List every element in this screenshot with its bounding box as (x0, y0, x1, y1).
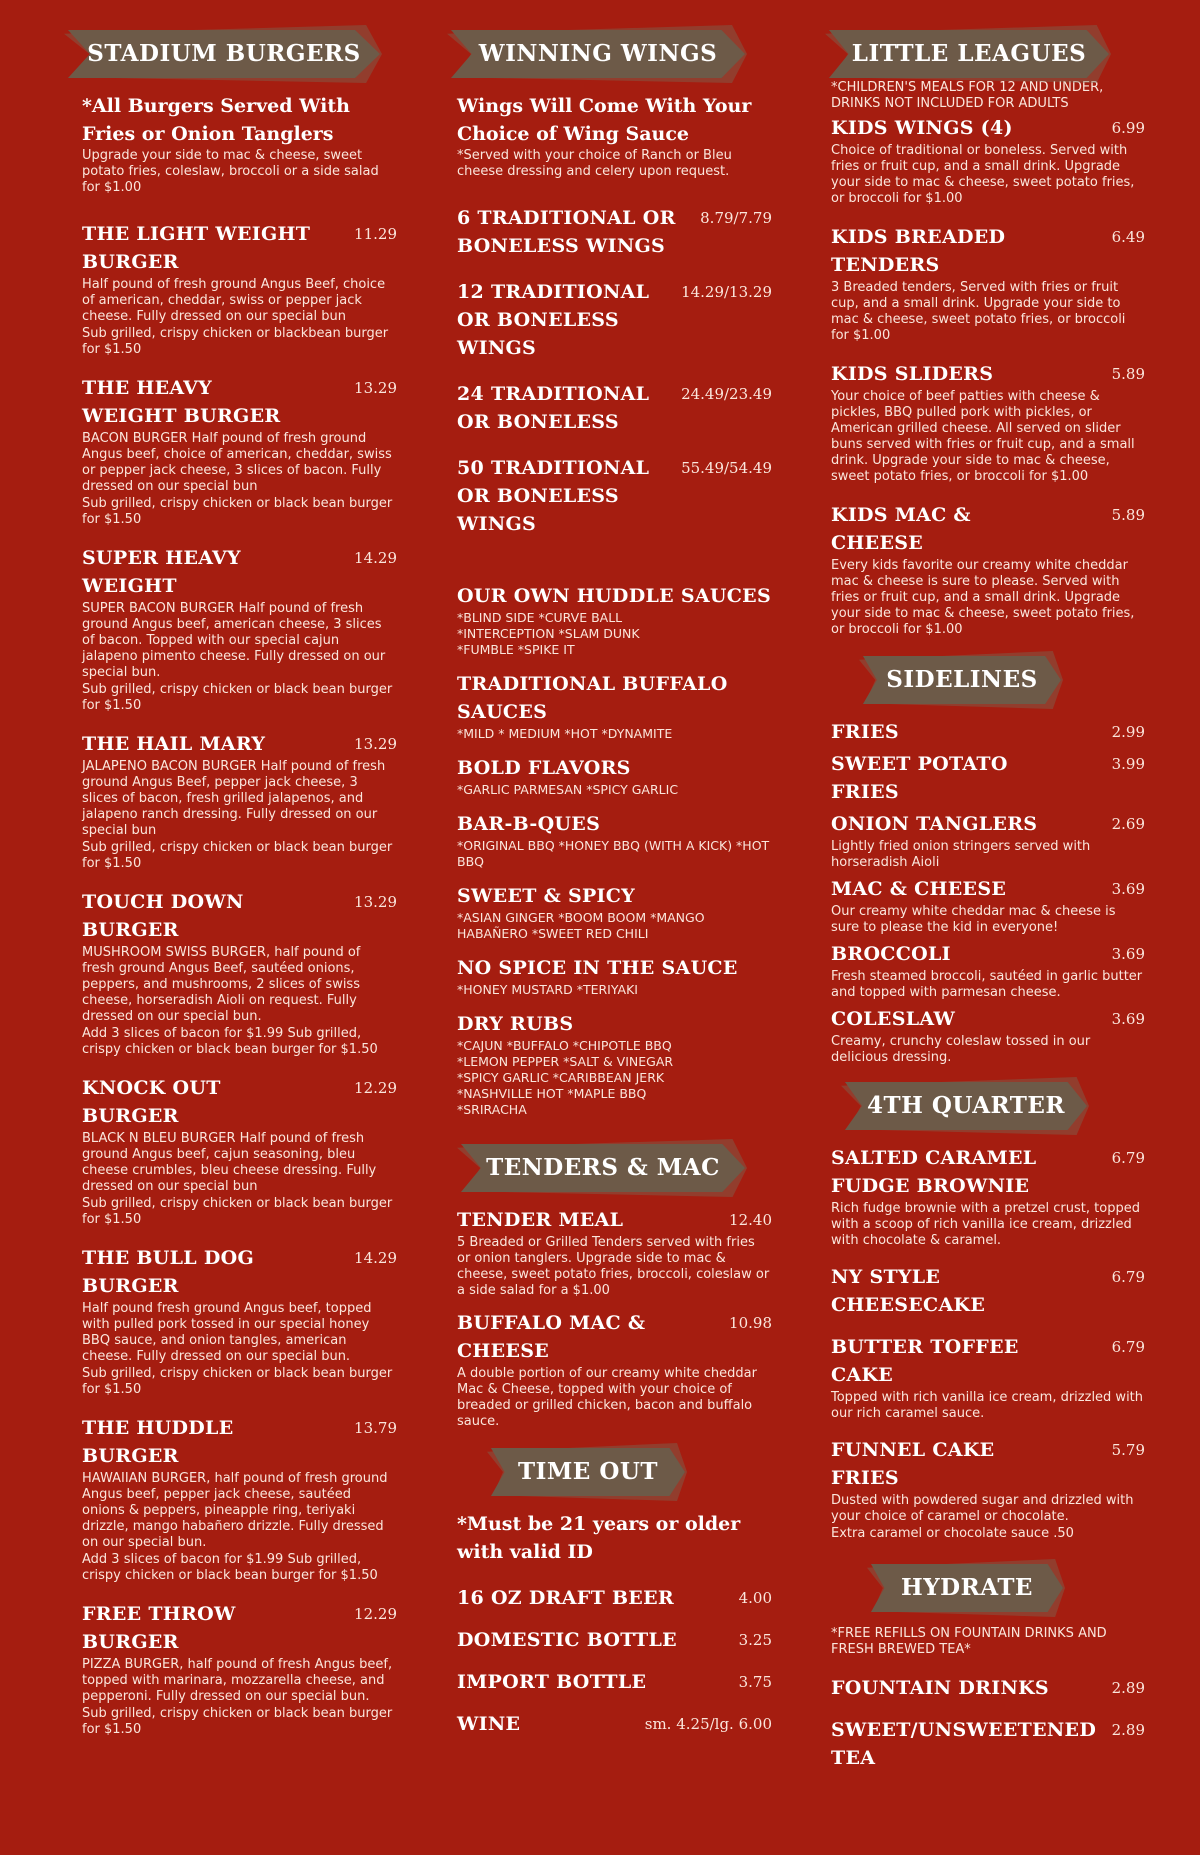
menu-item-price: 4.00 (738, 1589, 772, 1607)
menu-item-name: KNOCK OUT BURGER (82, 1077, 221, 1127)
column-burgers (82, 0, 397, 1738)
menu-item-row (831, 1436, 1145, 1492)
wing-list (457, 204, 772, 538)
menu-item-description: Add 3 slices of bacon for $1.99 Sub grilled, crispy chicken or black bean burger for $1.50 (82, 1552, 378, 1583)
menu-item-name: KIDS BREADED TENDERS (831, 226, 1006, 276)
sauce-options: *ASIAN GINGER *BOOM BOOM *MANGO HABAÑERO *SWEET RED CHILI (457, 910, 705, 941)
menu-item (457, 1626, 772, 1654)
menu-item-name: BROCCOLI (831, 943, 951, 965)
menu-item-row (457, 1668, 772, 1696)
section-title: STADIUM BURGERS (87, 40, 361, 67)
menu-item-name: FREE THROW BURGER (82, 1603, 236, 1653)
menu-item (82, 888, 397, 1058)
menu-item-row (82, 220, 397, 276)
menu-item-name: THE HEAVY WEIGHT BURGER (82, 377, 281, 427)
menu-item-price: 14.29 (354, 1249, 397, 1267)
menu-item (82, 730, 397, 872)
menu-item-price: 5.89 (1111, 506, 1145, 524)
sauce-options: *SPICY GARLIC *CARIBBEAN JERK (457, 1070, 665, 1085)
menu-item-name: MAC & CHEESE (831, 878, 1007, 900)
menu-item-description: Your choice of beef patties with cheese & pickles, BBQ pulled pork with pickles, or American grilled cheese. All served on slider buns served with fries or fruit cup, and a small drink. Upgrade your side to mac & cheese, sweet potato fries, or broccoli for $1.00 (831, 389, 1135, 484)
menu-item-description: Sub grilled, crispy chicken or black bean burger for $1.50 (82, 1196, 393, 1227)
menu-item-description: Sub grilled, crispy chicken or black bean burger for $1.50 (82, 1706, 393, 1737)
menu-item-name: KIDS SLIDERS (831, 363, 994, 385)
sauce-group (457, 1010, 772, 1118)
section-banner-4th-quarter (841, 1082, 1145, 1130)
menu-item-description: Half pound fresh ground Angus beef, topped with pulled pork tossed in our special honey BBQ sauce, and onion tangles, american cheese. Fully dressed on our special bun. (82, 1301, 372, 1364)
menu-item (82, 1600, 397, 1738)
menu-item-row (82, 1244, 397, 1300)
menu-item-row (82, 544, 397, 600)
menu-item-row (831, 875, 1145, 903)
menu-item-price: 3.99 (1111, 755, 1145, 773)
section-title: LITTLE LEAGUES (851, 40, 1087, 67)
menu-item-price: 6.79 (1111, 1338, 1145, 1356)
menu-item (831, 501, 1145, 638)
menu-item-price: 13.79 (354, 1419, 397, 1437)
menu-item-row (831, 718, 1145, 746)
menu-item (831, 360, 1145, 485)
menu-item-description: Topped with rich vanilla ice cream, drizzled with our rich caramel sauce. (831, 1390, 1144, 1421)
menu-item (831, 1436, 1145, 1542)
menu-item-row (457, 204, 772, 260)
menu-item-description: A double portion of our creamy white cheddar Mac & Cheese, topped with your choice of breaded or grilled chicken, bacon and buffalo sauce. (457, 1366, 757, 1429)
menu-item-row (831, 810, 1145, 838)
menu-item (831, 875, 1145, 936)
sauce-options: *BLIND SIDE *CURVE BALL (457, 610, 623, 625)
menu-item-row (457, 1710, 772, 1738)
little-leagues-note: *CHILDREN'S MEALS FOR 12 AND UNDER, DRINKS NOT INCLUDED FOR ADULTS (831, 80, 1104, 111)
menu-item-price: 2.99 (1111, 723, 1145, 741)
menu-item-price: 5.89 (1111, 365, 1145, 383)
menu-item (831, 1333, 1145, 1422)
menu-item-row (831, 1005, 1145, 1033)
section-banner-stadium-burgers (64, 30, 397, 78)
menu-item-row (831, 940, 1145, 968)
menu-item-description: HAWAIIAN BURGER, half pound of fresh ground Angus beef, pepper jack cheese, sautéed onions & peppers, pineapple ring, teriyaki drizzle, mango habañero drizzle. Fully dressed on our special bun. (82, 1471, 388, 1550)
menu-item-name: THE HUDDLE BURGER (82, 1417, 234, 1467)
menu-item-row (831, 1263, 1145, 1319)
menu-item (831, 940, 1145, 1001)
menu-item-description: Sub grilled, crispy chicken or blackbean burger for $1.50 (82, 326, 389, 357)
menu-item-row (831, 501, 1145, 557)
sauce-options: *FUMBLE *SPIKE IT (457, 642, 575, 657)
menu-item-name: 16 OZ DRAFT BEER (457, 1587, 674, 1609)
dessert-list (831, 1144, 1145, 1542)
menu-item-name: WINE (457, 1713, 521, 1735)
menu-item-name: 50 TRADITIONAL OR BONELESS WINGS (457, 457, 650, 535)
menu-item (831, 1144, 1145, 1249)
menu-item (831, 750, 1145, 806)
sides-list (831, 718, 1145, 1066)
menu-item-description: BACON BURGER Half pound of fresh ground Angus beef, choice of american, cheddar, swiss or pepper jack cheese, 3 slices of bacon. Fully dressed on our special bun (82, 431, 392, 494)
menu-item-description: Rich fudge brownie with a pretzel crust, topped with a scoop of rich vanilla ice cream, drizzled with chocolate & caramel. (831, 1201, 1140, 1248)
menu-item-price: sm. 4.25/lg. 6.00 (644, 1715, 772, 1733)
menu-item-price: 3.25 (738, 1631, 772, 1649)
menu-item-name: ONION TANGLERS (831, 813, 1038, 835)
menu-item-row (831, 360, 1145, 388)
menu-item-row (831, 223, 1145, 279)
menu-item-price: 14.29 (354, 549, 397, 567)
menu-item-price: 2.69 (1111, 815, 1145, 833)
sauce-options: *SRIRACHA (457, 1102, 527, 1117)
menu-item-description: Every kids favorite our creamy white cheddar mac & cheese is sure to please. Served with fries or fruit cup, and a small drink. Upgrade your side to mac & cheese, sweet potato fries, or broccoli for $1.00 (831, 558, 1135, 637)
menu-item-price: 6.49 (1111, 228, 1145, 246)
menu-item-name: BUTTER TOFFEE CAKE (831, 1336, 1019, 1386)
sauce-list (457, 582, 772, 1118)
wings-intro-title: Wings Will Come With Your Choice of Wing Sauce (457, 95, 752, 145)
sauce-options: *NASHVILLE HOT *MAPLE BBQ (457, 1086, 647, 1101)
hydrate-note: *FREE REFILLS ON FOUNTAIN DRINKS AND FRESH BREWED TEA* (831, 1626, 1107, 1657)
wings-intro-note: *Served with your choice of Ranch or Bleu cheese dressing and celery upon request. (457, 148, 732, 179)
menu-item-description: Add 3 slices of bacon for $1.99 Sub grilled, crispy chicken or black bean burger for $1.50 (82, 1026, 378, 1057)
section-title: WINNING WINGS (478, 40, 718, 67)
menu-item (457, 1710, 772, 1738)
section-banner-hydrate (867, 1564, 1145, 1612)
sauce-group (457, 810, 772, 870)
sauce-group-name: NO SPICE IN THE SAUCE (457, 957, 738, 979)
menu-item-price: 12.29 (354, 1605, 397, 1623)
menu-item-price: 2.89 (1111, 1679, 1145, 1697)
section-banner-tenders-mac (457, 1144, 772, 1192)
menu-item-row (831, 750, 1145, 806)
menu-item (831, 1716, 1145, 1772)
sauce-group (457, 882, 772, 942)
menu-item-name: TOUCH DOWN BURGER (82, 891, 244, 941)
menu-item-name: NY STYLE CHEESECAKE (831, 1266, 986, 1316)
time-out-intro: *Must be 21 years or older with valid ID (457, 1513, 741, 1563)
menu-item-name: THE HAIL MARY (82, 733, 266, 755)
menu-item-description: SUPER BACON BURGER Half pound of fresh ground Angus beef, american cheese, 3 slices of bacon. Topped with our special cajun jalapeno pimento cheese. Fully dressed on our special bun. (82, 601, 386, 680)
menu-item-name: FUNNEL CAKE FRIES (831, 1439, 995, 1489)
menu-item-price: 13.29 (354, 379, 397, 397)
menu-item-description: Our creamy white cheddar mac & cheese is sure to please the kid in everyone! (831, 904, 1116, 935)
menu-item-row (457, 1206, 772, 1234)
menu-item (831, 810, 1145, 871)
column-kids (831, 0, 1145, 1772)
menu-item-description: Sub grilled, crispy chicken or black bean burger for $1.50 (82, 840, 393, 871)
burger-list (82, 220, 397, 1738)
sauce-group-name: OUR OWN HUDDLE SAUCES (457, 585, 771, 607)
sauce-options: *LEMON PEPPER *SALT & VINEGAR (457, 1054, 674, 1069)
menu-item-price: 12.40 (729, 1211, 772, 1229)
section-title: HYDRATE (901, 1574, 1033, 1601)
section-title: TIME OUT (517, 1458, 659, 1485)
menu-item-row (82, 888, 397, 944)
menu-item-row (82, 1074, 397, 1130)
drink-list (457, 1584, 772, 1738)
menu-item-price: 6.99 (1111, 119, 1145, 137)
tender-list (457, 1206, 772, 1430)
menu-item-name: KIDS MAC & CHEESE (831, 504, 971, 554)
section-title: SIDELINES (886, 666, 1038, 693)
menu-item-price: 13.29 (354, 893, 397, 911)
menu-item-name: DOMESTIC BOTTLE (457, 1629, 677, 1651)
sauce-group-name: SWEET & SPICY (457, 885, 636, 907)
menu-item-name: IMPORT BOTTLE (457, 1671, 647, 1693)
menu-item (457, 1668, 772, 1696)
menu-item-row (457, 454, 772, 538)
menu-item-price: 12.29 (354, 1079, 397, 1097)
menu-item-price: 3.69 (1111, 945, 1145, 963)
menu-item-price: 55.49/54.49 (681, 459, 772, 477)
menu-item-description: BLACK N BLEU BURGER Half pound of fresh ground Angus beef, cajun seasoning, bleu cheese crumbles, bleu cheese dressing. Fully dressed on our special bun (82, 1131, 377, 1194)
sauce-group-name: BOLD FLAVORS (457, 757, 631, 779)
section-banner-winning-wings (447, 30, 772, 78)
menu-item (457, 1309, 772, 1430)
section-banner-little-leagues (825, 30, 1145, 78)
menu-item-row (457, 1309, 772, 1365)
menu-item-name: 6 TRADITIONAL OR BONELESS WINGS (457, 207, 676, 257)
burgers-intro-title: *All Burgers Served With Fries or Onion Tanglers (82, 95, 350, 145)
menu-item-row (82, 1414, 397, 1470)
menu-item-description: Fresh steamed broccoli, sautéed in garlic butter and topped with parmesan cheese. (831, 969, 1143, 1000)
menu-item-description: 5 Breaded or Grilled Tenders served with fries or onion tanglers. Upgrade side to mac & cheese, sweet potato fries, broccoli, coleslaw or a side salad for a $1.00 (457, 1235, 770, 1298)
menu-item (831, 1674, 1145, 1702)
menu-item (831, 114, 1145, 207)
menu-item-description: 3 Breaded tenders, Served with fries or fruit cup, and a small drink. Upgrade your side to mac & cheese, sweet potato fries, or broccoli for $1.00 (831, 280, 1126, 343)
menu-item-price: 11.29 (354, 225, 397, 243)
menu-item-row (82, 374, 397, 430)
section-title: TENDERS & MAC (486, 1154, 720, 1181)
menu-item (82, 1074, 397, 1228)
menu-item-name: SWEET POTATO FRIES (831, 753, 1008, 803)
menu-item-price: 2.89 (1111, 1721, 1145, 1739)
menu-item-row (457, 1584, 772, 1612)
menu-item-price: 14.29/13.29 (681, 283, 772, 301)
menu-item-name: BUFFALO MAC & CHEESE (457, 1312, 646, 1362)
menu-item (82, 374, 397, 528)
section-banner-time-out (487, 1448, 772, 1496)
menu-item-price: 6.79 (1111, 1268, 1145, 1286)
menu-item (457, 454, 772, 538)
menu-item-name: FRIES (831, 721, 899, 743)
menu-item (82, 220, 397, 358)
menu-item-price: 3.75 (738, 1673, 772, 1691)
menu-item-name: THE LIGHT WEIGHT BURGER (82, 223, 311, 273)
menu-item-description: Sub grilled, crispy chicken or black bean burger for $1.50 (82, 682, 393, 713)
sauce-options: *ORIGINAL BBQ *HONEY BBQ (WITH A KICK) *HOT BBQ (457, 838, 770, 869)
menu-item-description: PIZZA BURGER, half pound of fresh Angus beef, topped with marinara, mozzarella cheese, and pepperoni. Fully dressed on our special bun. (82, 1657, 393, 1704)
menu-item-price: 6.79 (1111, 1149, 1145, 1167)
menu-item (457, 1584, 772, 1612)
menu-item-row (831, 1716, 1145, 1772)
menu-item-name: KIDS WINGS (4) (831, 117, 1013, 139)
section-banner-sidelines (859, 656, 1145, 704)
menu-item-row (831, 1333, 1145, 1389)
menu-item-name: COLESLAW (831, 1008, 956, 1030)
menu-item-name: 24 TRADITIONAL OR BONELESS (457, 383, 650, 433)
menu-item-price: 8.79/7.79 (700, 209, 772, 227)
menu-item-row (457, 380, 772, 436)
menu-item (831, 1005, 1145, 1066)
menu-item-price: 5.79 (1111, 1441, 1145, 1459)
menu-item (457, 380, 772, 436)
menu-item-price: 13.29 (354, 735, 397, 753)
menu-item-name: 12 TRADITIONAL OR BONELESS WINGS (457, 281, 650, 359)
menu-item (82, 1244, 397, 1398)
sauce-group (457, 670, 772, 742)
menu-item-name: SWEET/UNSWEETENED TEA (831, 1719, 1097, 1769)
menu-item-description: Creamy, crunchy coleslaw tossed in our delicious dressing. (831, 1034, 1091, 1065)
sauce-group (457, 582, 772, 658)
menu-item-description: Extra caramel or chocolate sauce .50 (831, 1526, 1074, 1541)
sauce-options: *INTERCEPTION *SLAM DUNK (457, 626, 640, 641)
menu-item-row (457, 278, 772, 362)
menu-item (831, 223, 1145, 344)
sauce-options: *GARLIC PARMESAN *SPICY GARLIC (457, 782, 679, 797)
menu-item-name: SALTED CARAMEL FUDGE BROWNIE (831, 1147, 1037, 1197)
menu-item (457, 278, 772, 362)
menu-item (457, 204, 772, 260)
menu-item-description: MUSHROOM SWISS BURGER, half pound of fresh ground Angus Beef, sautéed onions, peppers, and mushrooms, 2 slices of swiss cheese, horseradish Aioli on request. Fully dressed on our special bun. (82, 945, 361, 1024)
menu-item-row (82, 1600, 397, 1656)
menu-item-description: JALAPENO BACON BURGER Half pound of fresh ground Angus Beef, pepper jack cheese, 3 slices of bacon, fresh grilled jalapenos, and jalapeno ranch dressing. Fully dressed on our special bun (82, 759, 386, 838)
burgers-intro-note: Upgrade your side to mac & cheese, sweet potato fries, coleslaw, broccoli or a side salad for $1.00 (82, 148, 379, 195)
menu-item-price: 3.69 (1111, 880, 1145, 898)
sauce-options: *CAJUN *BUFFALO *CHIPOTLE BBQ (457, 1038, 672, 1053)
menu-item-price: 3.69 (1111, 1010, 1145, 1028)
menu-item-description: Dusted with powdered sugar and drizzled with your choice of caramel or chocolate. (831, 1493, 1134, 1524)
menu-item (831, 1263, 1145, 1319)
column-wings (457, 0, 772, 1738)
section-title: 4TH QUARTER (866, 1092, 1066, 1119)
menu-item-row (831, 1674, 1145, 1702)
sauce-options: *MILD * MEDIUM *HOT *DYNAMITE (457, 726, 673, 741)
beverage-list (831, 1674, 1145, 1772)
menu-item-description: Half pound of fresh ground Angus Beef, choice of american, cheddar, swiss or pepper jack cheese. Fully dressed on our special bun (82, 277, 386, 324)
menu-item-name: TENDER MEAL (457, 1209, 624, 1231)
menu-item-name: THE BULL DOG BURGER (82, 1247, 255, 1297)
menu-item (831, 718, 1145, 746)
sauce-group (457, 954, 772, 998)
menu-item (82, 544, 397, 714)
sauce-group-name: BAR-B-QUES (457, 813, 601, 835)
kids-list (831, 114, 1145, 638)
menu-item (457, 1206, 772, 1299)
menu-item (82, 1414, 397, 1584)
sauce-options: *HONEY MUSTARD *TERIYAKI (457, 982, 638, 997)
menu-item-description: Choice of traditional or boneless. Served with fries or fruit cup, and a small drink. Upgrade your side to mac & cheese, sweet potato fries, or broccoli for $1.00 (831, 143, 1135, 206)
menu-item-description: Lightly fried onion stringers served with horseradish Aioli (831, 839, 1091, 870)
menu-item-row (457, 1626, 772, 1654)
menu-item-row (831, 114, 1145, 142)
menu-item-name: FOUNTAIN DRINKS (831, 1677, 1049, 1699)
menu-item-price: 24.49/23.49 (681, 385, 772, 403)
menu-item-name: SUPER HEAVY WEIGHT (82, 547, 241, 597)
sauce-group (457, 754, 772, 798)
menu-item-description: Sub grilled, crispy chicken or black bean burger for $1.50 (82, 496, 393, 527)
sauce-group-name: TRADITIONAL BUFFALO SAUCES (457, 673, 728, 723)
menu-item-price: 10.98 (729, 1314, 772, 1332)
sauce-group-name: DRY RUBS (457, 1013, 574, 1035)
menu-item-description: Sub grilled, crispy chicken or black bean burger for $1.50 (82, 1366, 393, 1397)
menu-item-row (82, 730, 397, 758)
menu-item-row (831, 1144, 1145, 1200)
